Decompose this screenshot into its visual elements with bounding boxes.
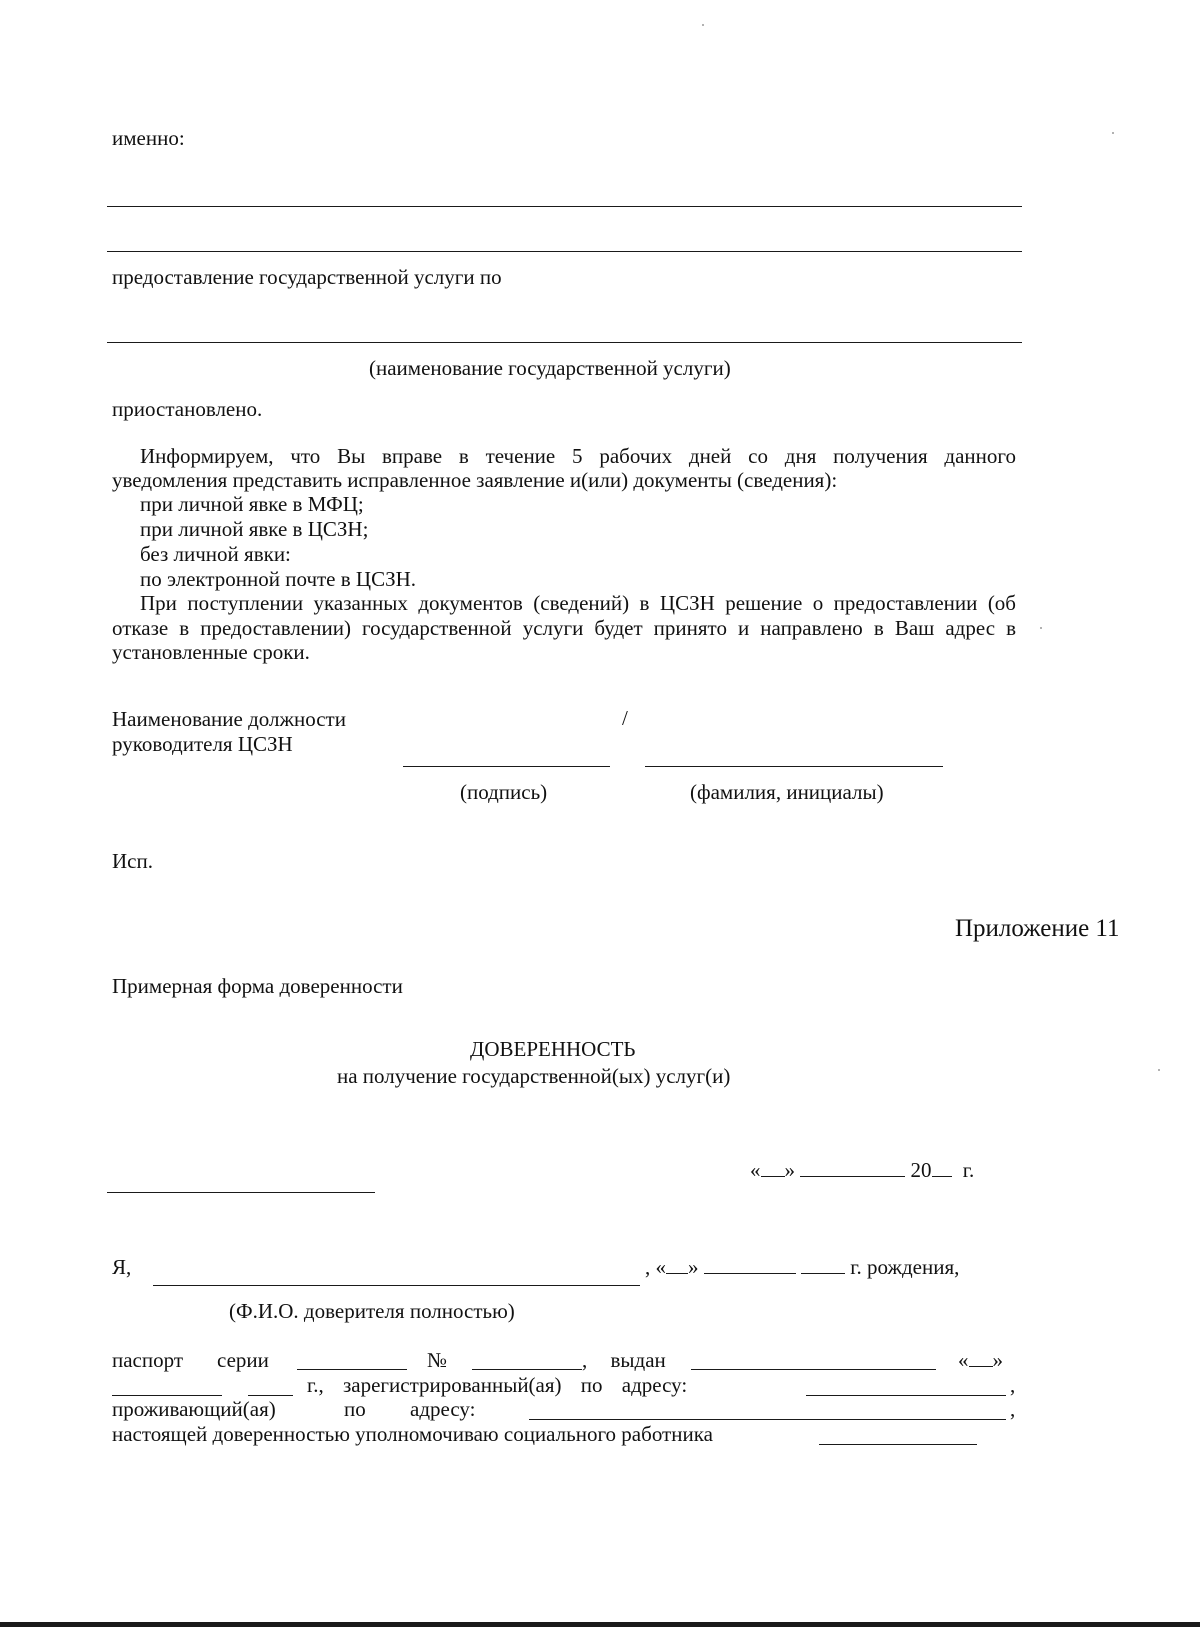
position-line2: руководителя ЦСЗН — [112, 732, 293, 756]
date-row — [750, 1158, 974, 1183]
day-blank[interactable] — [761, 1159, 785, 1177]
option-remote: без личной явки: — [140, 542, 291, 566]
living-word3: адресу: — [410, 1397, 476, 1421]
decision-line3: установленные сроки. — [112, 640, 310, 664]
registered-address-blank[interactable] — [806, 1395, 1006, 1396]
year-suffix: г. — [962, 1158, 975, 1182]
issue-close-quote: » — [992, 1348, 1003, 1372]
appendix-label: Приложение 11 — [955, 915, 1120, 942]
scan-speck — [1040, 627, 1042, 629]
scan-speck — [1158, 1069, 1160, 1071]
date-close-quote: » — [784, 1158, 795, 1182]
birth-open-quote: , « — [645, 1255, 666, 1279]
text-imenno: именно: — [112, 126, 185, 150]
year-blank[interactable] — [932, 1159, 952, 1177]
name-line[interactable] — [645, 766, 943, 767]
number-blank[interactable] — [472, 1369, 582, 1370]
living-word1: проживающий(ая) — [112, 1397, 276, 1421]
inform-paragraph-line1: Информируем, что Вы вправе в течение 5 рабочих дней со дня получения данного — [140, 444, 1016, 468]
series-word: серии — [217, 1348, 269, 1372]
living-comma: , — [1010, 1397, 1016, 1421]
doc-subtitle: на получение государственной(ых) услуг(и) — [337, 1064, 731, 1088]
position-line1: Наименование должности — [112, 707, 346, 731]
blank-line[interactable] — [107, 206, 1022, 207]
doc-title: ДОВЕРЕННОСТЬ — [470, 1037, 636, 1061]
month-blank[interactable] — [800, 1159, 905, 1177]
service-prefix: предоставление государственной услуги по — [112, 265, 502, 289]
option-mfc: при личной явке в МФЦ; — [140, 492, 364, 516]
scan-bottom-edge — [0, 1622, 1200, 1627]
signature-caption: (подпись) — [460, 780, 548, 804]
birth-month-blank[interactable] — [704, 1256, 796, 1274]
decision-line1: При поступлении указанных документов (сведений) в ЦСЗН решение о предоставлении (об — [140, 591, 1016, 615]
authorize-text: настоящей доверенностью уполномочиваю социального работника — [112, 1422, 713, 1446]
place-line[interactable] — [107, 1192, 375, 1193]
issue-day-blank[interactable] — [969, 1349, 993, 1367]
scan-speck — [702, 24, 704, 26]
living-word2: по — [344, 1397, 366, 1421]
issued-word: , выдан — [582, 1348, 666, 1372]
passport-word: паспорт — [112, 1348, 184, 1372]
suspended-text: приостановлено. — [112, 397, 263, 421]
year-prefix: 20 — [910, 1158, 932, 1182]
slash-separator: / — [622, 706, 628, 730]
living-address-blank[interactable] — [529, 1419, 1006, 1420]
blank-line[interactable] — [107, 251, 1022, 252]
issue-open-quote: « — [958, 1348, 969, 1372]
service-name-line[interactable] — [107, 342, 1022, 343]
issue-year-blank[interactable] — [248, 1395, 293, 1396]
social-worker-blank[interactable] — [819, 1444, 977, 1445]
option-cszn: при личной явке в ЦСЗН; — [140, 517, 369, 541]
issue-month-blank[interactable] — [112, 1395, 222, 1396]
decision-line2: отказе в предоставлении) государственной услуги будет принято и направлено в Ваш адрес в — [112, 616, 1016, 640]
birth-row — [645, 1255, 959, 1280]
registered-comma: , — [1010, 1373, 1016, 1397]
series-blank[interactable] — [297, 1369, 407, 1370]
number-sign: № — [427, 1348, 448, 1372]
name-caption: (фамилия, инициалы) — [690, 780, 884, 804]
birth-year-blank[interactable] — [801, 1256, 845, 1274]
form-name: Примерная форма доверенности — [112, 974, 403, 998]
ya-label: Я, — [112, 1255, 132, 1279]
date-open-quote: « — [750, 1158, 761, 1182]
issued-by-blank[interactable] — [691, 1369, 936, 1370]
registered-text: г., зарегистрированный(ая) по адресу: — [307, 1373, 688, 1397]
executor-label: Исп. — [112, 849, 153, 873]
option-email: по электронной почте в ЦСЗН. — [140, 567, 417, 591]
scan-speck — [1112, 132, 1114, 134]
birth-close-quote: » — [688, 1255, 699, 1279]
signature-line[interactable] — [403, 766, 610, 767]
birth-suffix: г. рождения, — [850, 1255, 960, 1279]
issue-date-day — [958, 1348, 1003, 1373]
inform-paragraph-line2: уведомления представить исправленное заявление и(или) документы (сведения): — [112, 468, 838, 492]
service-name-caption: (наименование государственной услуги) — [369, 356, 731, 380]
fio-line[interactable] — [153, 1285, 640, 1286]
fio-caption: (Ф.И.О. доверителя полностью) — [229, 1299, 515, 1323]
birth-day-blank[interactable] — [666, 1256, 688, 1274]
